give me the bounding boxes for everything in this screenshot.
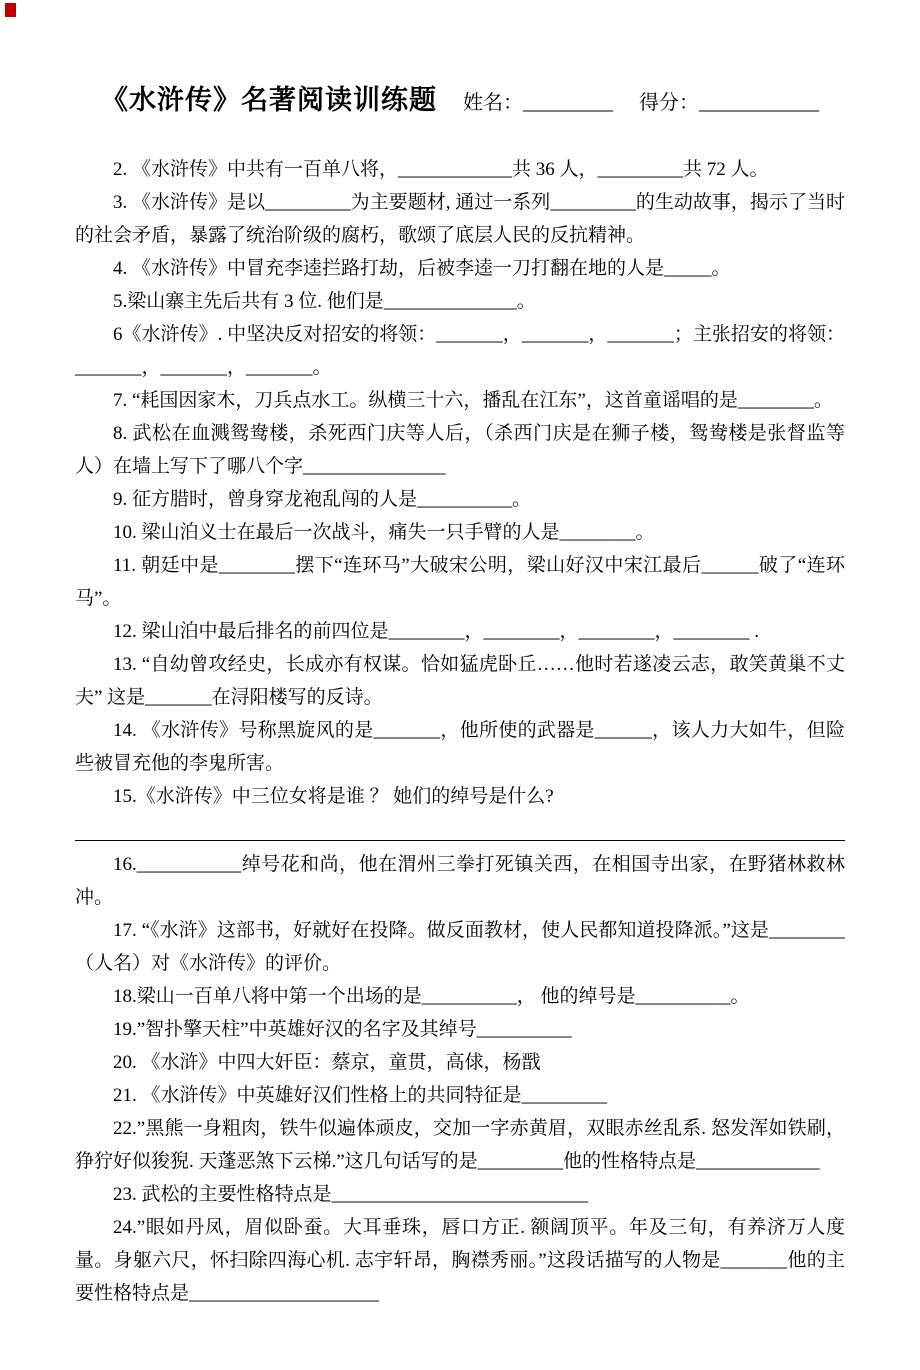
- question-4: 4. 《水浒传》中冒充李逵拦路打劫，后被李逵一刀打翻在地的人是_____。: [113, 258, 731, 279]
- question-18: 18.梁山一百单八将中第一个出场的是__________， 他的绰号是__________。: [113, 986, 750, 1007]
- question-3: 3. 《水浒传》是以_________为主要题材, 通过一系列_________的生动故事，揭示了当时的社会矛盾，暴露了统治阶级的腐朽，歌颂了底层人民的反抗精神。: [75, 192, 845, 246]
- question-24: 24.”眼如丹凤，眉似卧蚕。大耳垂珠，唇口方正. 额阔顶平。年及三旬，有养济万人度量。身躯六尺，怀扫除四海心机. 志宇轩昂，胸襟秀丽。”这段话描写的人物是_______他的主要性格特点是____________________: [75, 1217, 845, 1304]
- name-label: 姓名：: [463, 92, 523, 114]
- question-20: 20. 《水浒》中四大奸臣：蔡京，童贯，高俅，杨戬: [113, 1052, 541, 1073]
- question-15: 15.《水浒传》中三位女将是谁 ？ 她们的绰号是什么?: [113, 786, 554, 807]
- question-6: 6《水浒传》. 中坚决反对招安的将领：_______，_______，_______；主张招安的将领：_______，_______，_______。: [75, 324, 845, 378]
- score-field: [639, 86, 819, 115]
- question-2: 2. 《水浒传》中共有一百单八将，____________共 36 人，_________共 72 人。: [113, 159, 769, 180]
- question-11: 11. 朝廷中是________摆下“连环马”大破宋公明，梁山好汉中宋江最后______破了“连环马”。: [75, 555, 845, 609]
- score-label: 得分：: [639, 92, 699, 114]
- question-9: 9. 征方腊时，曾身穿龙袍乱闯的人是__________。: [113, 489, 532, 510]
- question-16: 16.___________绰号花和尚，他在渭州三拳打死镇关西，在相国寺出家，在野猪林救林冲。: [75, 854, 845, 908]
- question-8: 8. 武松在血溅鸳鸯楼，杀死西门庆等人后，（杀西门庆是在狮子楼，鸳鸯楼是张督监等人）在墙上写下了哪八个字_______________: [75, 423, 845, 477]
- question-23: 23. 武松的主要性格特点是___________________________: [113, 1184, 589, 1205]
- name-field: [463, 86, 613, 115]
- question-list: [75, 153, 845, 1310]
- question-5: 5.梁山寨主先后共有 3 位. 他们是______________。: [113, 291, 536, 312]
- answer-line: [75, 840, 845, 841]
- question-22: 22.”黑熊一身粗肉，铁牛似遍体顽皮，交加一字赤黄眉，双眼赤丝乱系. 怒发浑如铁刷，狰狞好似狻猊. 天蓬恶煞下云梯.”这几句话写的是_________他的性格特点是_____________: [75, 1118, 845, 1172]
- question-17: 17. “《水浒》这部书，好就好在投降。做反面教材，使人民都知道投降派。”这是________（人名）对《水浒传》的评价。: [75, 920, 845, 974]
- question-14: 14. 《水浒传》号称黑旋风的是_______，他所使的武器是______，该人力大如牛，但险些被冒充他的李鬼所害。: [75, 720, 845, 774]
- question-13: 13. “自幼曾攻经史，长成亦有权谋。恰如猛虎卧丘……他时若遂凌云志，敢笑黄巢不丈夫” 这是_______在浔阳楼写的反诗。: [75, 654, 845, 708]
- question-21: 21. 《水浒传》中英雄好汉们性格上的共同特征是_________: [113, 1085, 608, 1106]
- question-10: 10. 梁山泊义士在最后一次战斗，痛失一只手臂的人是________。: [113, 522, 655, 543]
- page-title: 《水浒传》名著阅读训练题: [101, 85, 437, 115]
- question-19: 19.”智扑擎天柱”中英雄好汉的名字及其绰号__________: [113, 1019, 572, 1040]
- corner-watermark-icon: [5, 3, 16, 17]
- document-header: [75, 78, 845, 117]
- question-7: 7. “耗国因家木，刀兵点水工。纵横三十六，播乱在江东”，这首童谣唱的是________。: [113, 390, 833, 411]
- score-blank: ____________: [699, 92, 819, 114]
- name-blank: _________: [523, 92, 613, 114]
- question-12: 12. 梁山泊中最后排名的前四位是________，________，________，________ .: [113, 621, 760, 642]
